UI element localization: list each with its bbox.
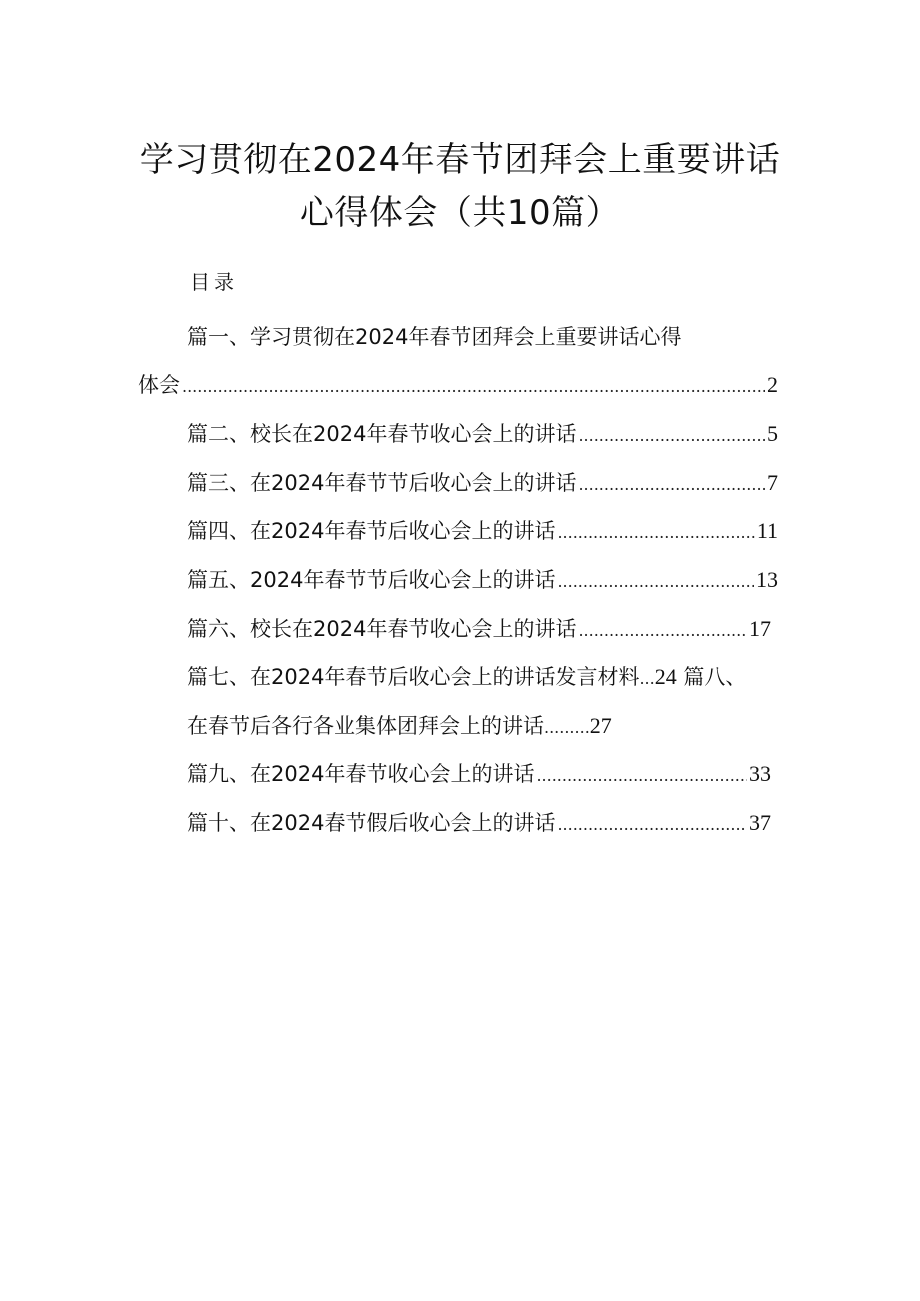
toc-entry-text: 篇三、在2024年春节节后收心会上的讲话 [187,471,577,495]
toc-leader-dots [578,615,747,647]
toc-entry-10[interactable] [187,807,771,839]
toc-entry-text: 篇六、校长在2024年春节收心会上的讲话 [187,617,577,641]
toc-leader-dots [536,760,747,792]
toc-entry-6[interactable] [187,613,771,645]
toc-entry-text: 在春节后各行各业集体团拜会上的讲话 [187,714,544,738]
document-title-line-1: 学习贯彻在2024年春节团拜会上重要讲话 [139,140,781,180]
toc-entry-4[interactable] [187,515,778,547]
toc-leader-dots [578,420,765,452]
toc-entry-5[interactable] [187,564,778,596]
toc-leader-dots: ... [639,669,655,688]
toc-entry-page: 17 [749,616,771,641]
toc-leader-dots [557,566,754,598]
toc-entry-text: 篇五、2024年春节节后收心会上的讲话 [187,568,556,592]
toc-entry-page: 24 [654,664,677,689]
toc-entry-7[interactable] [187,661,746,695]
toc-entry-2[interactable] [187,418,778,450]
toc-entry-1-line-1[interactable] [187,321,681,353]
toc-entry-text: 篇七、在2024年春节后收心会上的讲话发言材料 [187,665,640,689]
toc-leader-dots [557,809,747,841]
toc-entry-page: 13 [756,567,778,592]
toc-entry-text: 篇十、在2024春节假后收心会上的讲话 [187,811,556,835]
toc-entry-3[interactable] [187,467,778,499]
toc-entry-text: 篇二、校长在2024年春节收心会上的讲话 [187,422,577,446]
document-title-line-2: 心得体会（共10篇） [299,193,621,233]
toc-entry-9[interactable] [187,758,771,790]
toc-heading: 目录 [190,270,238,294]
toc-entry-page: 37 [749,810,771,835]
toc-entry-8[interactable] [187,710,612,744]
toc-entry-page: 33 [749,761,771,786]
toc-entry-page: 27 [589,713,612,738]
toc-leader-dots: ......... [544,718,590,737]
toc-leader-dots [578,469,765,501]
toc-entry-text: 体会 [138,373,180,397]
toc-entry-8-prefix: 篇八、 [683,665,747,689]
toc-entry-page: 7 [767,470,778,495]
toc-entry-page: 11 [756,518,778,543]
toc-entry-text: 篇九、在2024年春节收心会上的讲话 [187,762,535,786]
toc-leader-dots [557,517,754,549]
toc-entry-text: 篇四、在2024年春节后收心会上的讲话 [187,519,556,543]
toc-entry-1-line-2[interactable] [138,369,778,401]
toc-entry-page: 5 [767,421,778,446]
toc-entry-page: 2 [767,372,778,397]
toc-leader-dots [182,371,765,403]
toc-entry-text: 篇一、学习贯彻在2024年春节团拜会上重要讲话心得 [187,325,682,349]
